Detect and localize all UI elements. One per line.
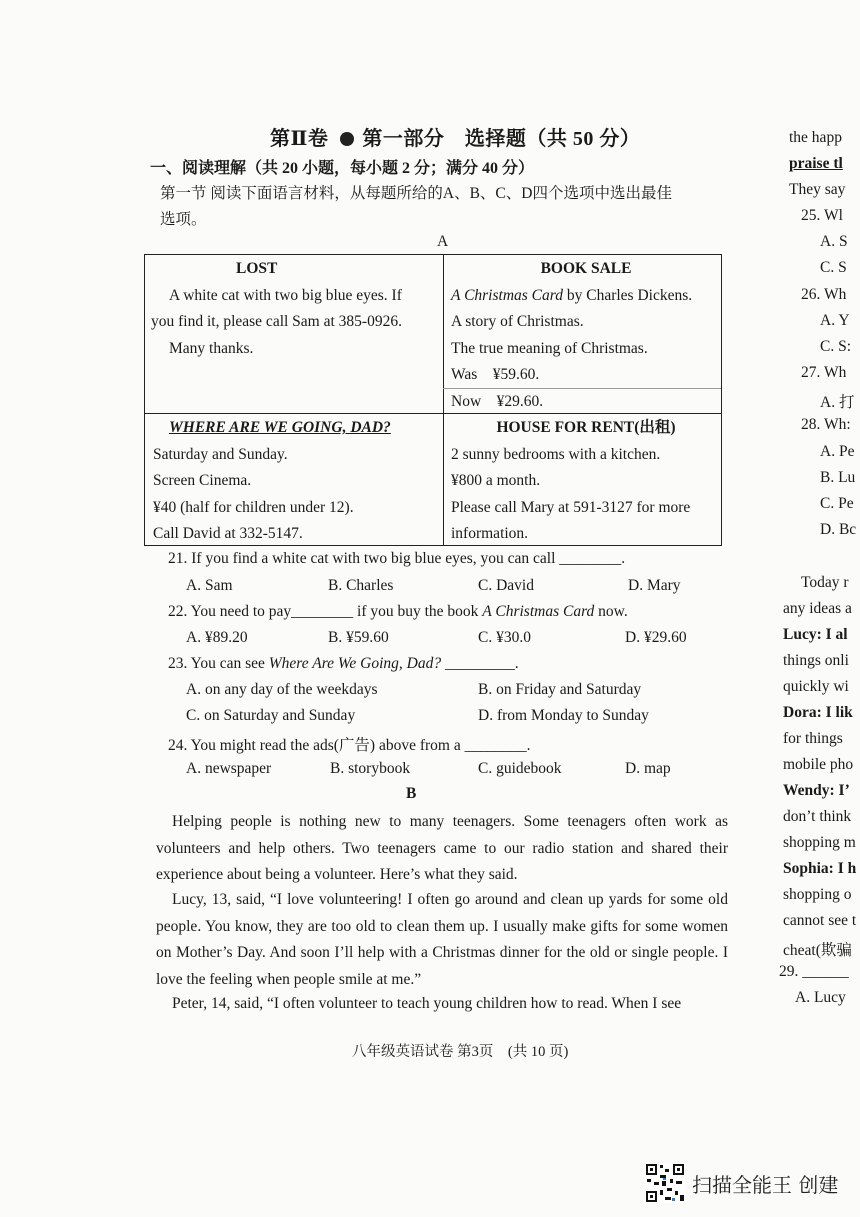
passage-paragraph: Peter, 14, said, “I often volunteer to teach young children how to read. When I see	[172, 995, 682, 1012]
question-24-stem: 24. You might read the ads(广告) above from a ________.	[168, 737, 531, 754]
stem-title: Where Are We Going, Dad?	[268, 655, 442, 672]
question-22-stem	[168, 603, 628, 621]
option: C. ¥30.0	[478, 629, 531, 646]
cropped-line: A. Y	[820, 312, 850, 329]
page-footer: 八年级英语试卷 第3页 (共 10 页)	[352, 1044, 569, 1060]
ad-heading: LOST	[236, 260, 278, 277]
option: D. ¥29.60	[625, 629, 687, 646]
ad-line: Call David at 332-5147.	[153, 525, 303, 542]
cropped-line: 27. Wh	[801, 364, 847, 381]
cropped-line: D. Bc	[820, 521, 857, 538]
scanner-watermark: 扫描全能王 创建	[692, 1173, 839, 1197]
passage-paragraph: Helping people is nothing new to many teenagers. Some teenagers often work as volunteers and help others. Two teenagers came to our radio station and shared their experience about being a volunteer. Here’s what they said.	[156, 813, 728, 883]
cropped-line: B. Lu	[820, 469, 856, 486]
section-heading: 一、阅读理解（共 20 小题，每小题 2 分；满分 40 分）	[150, 160, 535, 177]
section-instruction-line2: 选项。	[160, 211, 207, 228]
qr-code-icon	[645, 1163, 685, 1203]
option: A. on any day of the weekdays	[186, 681, 378, 698]
ad-line: Please call Mary at 591-3127 for more	[451, 498, 691, 516]
cropped-line: 29. ______	[779, 963, 849, 980]
cropped-line: A. Lucy	[795, 989, 846, 1006]
ad-where-are-we-going	[153, 415, 441, 548]
book-author: by Charles Dickens.	[562, 286, 693, 304]
ad-line: A story of Christmas.	[451, 313, 584, 330]
cropped-line: the happ	[789, 129, 842, 146]
title-volume: 第Ⅱ卷	[270, 128, 329, 150]
cropped-line: any ideas a	[783, 600, 852, 617]
cropped-line: Wendy: I’	[783, 782, 850, 799]
ad-line: Saturday and Sunday.	[153, 445, 288, 463]
stem-title: A Christmas Card	[482, 603, 595, 620]
option: D. Mary	[628, 577, 681, 594]
option: B. on Friday and Saturday	[478, 681, 642, 698]
book-title: A Christmas Card	[451, 286, 563, 304]
ad-heading: BOOK SALE	[540, 260, 632, 277]
option: B. storybook	[330, 760, 411, 777]
cropped-line: 28. Wh:	[801, 416, 851, 433]
cropped-line: C. S	[820, 259, 847, 276]
ad-line: ¥40 (half for children under 12).	[153, 498, 354, 516]
ad-house-for-rent	[451, 415, 721, 548]
cropped-line: mobile pho	[783, 756, 854, 773]
ad-heading: WHERE ARE WE GOING, DAD?	[169, 419, 391, 436]
ad-line: information.	[451, 525, 529, 542]
passage-b-label: B	[406, 785, 417, 802]
cropped-line: 26. Wh	[801, 286, 847, 303]
option: B. Charles	[328, 577, 394, 594]
ad-book-sale	[451, 256, 721, 415]
cropped-line: A. Pe	[820, 443, 855, 460]
section-instruction-line1: 第一节 阅读下面语言材料，从每题所给的A、B、C、D四个选项中选出最佳	[160, 185, 672, 202]
bullet-dot-icon	[340, 132, 354, 146]
ad-line: Many thanks.	[169, 339, 254, 357]
stem-text: now.	[594, 603, 628, 620]
stem-text: _________.	[441, 655, 519, 672]
cropped-line: praise tl	[789, 155, 843, 172]
cropped-line: They say	[789, 181, 846, 198]
cropped-line: Today r	[801, 574, 849, 591]
ads-table	[144, 254, 722, 546]
option: C. guidebook	[478, 760, 562, 777]
ad-line: ¥800 a month.	[451, 472, 541, 489]
stem-text: 22. You need to pay________ if you buy the book	[168, 603, 483, 620]
cropped-line: quickly wi	[783, 678, 849, 695]
ad-lost	[151, 256, 439, 362]
ad-line	[451, 283, 721, 310]
option: A. Sam	[186, 577, 233, 594]
cropped-line: Lucy: I al	[783, 626, 848, 643]
cropped-line: shopping o	[783, 886, 852, 903]
option: A. ¥89.20	[186, 629, 248, 646]
cropped-line: for things	[783, 730, 843, 747]
cropped-line: Sophia: I h	[783, 860, 857, 877]
cropped-line: things onli	[783, 652, 849, 669]
cropped-line: cannot see t	[783, 912, 857, 929]
cropped-line: A. S	[820, 233, 848, 250]
exam-part-title	[270, 122, 640, 151]
question-21-stem: 21. If you find a white cat with two big blue eyes, you can call ________.	[168, 550, 626, 567]
question-23-stem	[168, 655, 519, 673]
ad-line: The true meaning of Christmas.	[451, 339, 648, 357]
table-divider	[443, 255, 444, 545]
option: D. map	[625, 760, 671, 777]
ad-line: Now ¥29.60.	[451, 392, 544, 410]
ad-line: Was ¥59.60.	[451, 366, 540, 383]
cropped-line: C. S:	[820, 338, 852, 355]
title-part: 第一部分 选择题（共 50 分）	[362, 128, 641, 150]
passage-a-label: A	[437, 233, 449, 250]
cropped-line: A. 打	[820, 394, 855, 411]
ad-line: A white cat with two big blue eyes. If	[169, 286, 402, 304]
ad-line: Screen Cinema.	[153, 472, 252, 489]
cropped-line: shopping m	[783, 834, 856, 851]
ad-heading: HOUSE FOR RENT(出租)	[496, 419, 676, 436]
passage-paragraph: Lucy, 13, said, “I love volunteering! I often go around and clean up yards for some old people. You know, they are too old to clean them up. I usually make gifts for some women on Mother’s Day. And soon I’ll help with a Christmas dinner for the old or single people. I love the feeling when people smile at me.”	[156, 891, 728, 988]
cropped-line: Dora: I lik	[783, 704, 853, 721]
cropped-line: cheat(欺骗	[783, 942, 852, 959]
option: B. ¥59.60	[328, 629, 389, 646]
stem-text: 23. You can see	[168, 655, 269, 672]
option: C. David	[478, 577, 534, 594]
option: D. from Monday to Sunday	[478, 707, 649, 724]
option: A. newspaper	[186, 760, 272, 777]
cropped-line: don’t think	[783, 808, 852, 825]
ad-line: 2 sunny bedrooms with a kitchen.	[451, 445, 661, 463]
ad-line: you find it, please call Sam at 385-0926.	[151, 313, 402, 330]
cropped-line: 25. Wl	[801, 207, 843, 224]
cropped-line: C. Pe	[820, 495, 854, 512]
option: C. on Saturday and Sunday	[186, 707, 356, 724]
